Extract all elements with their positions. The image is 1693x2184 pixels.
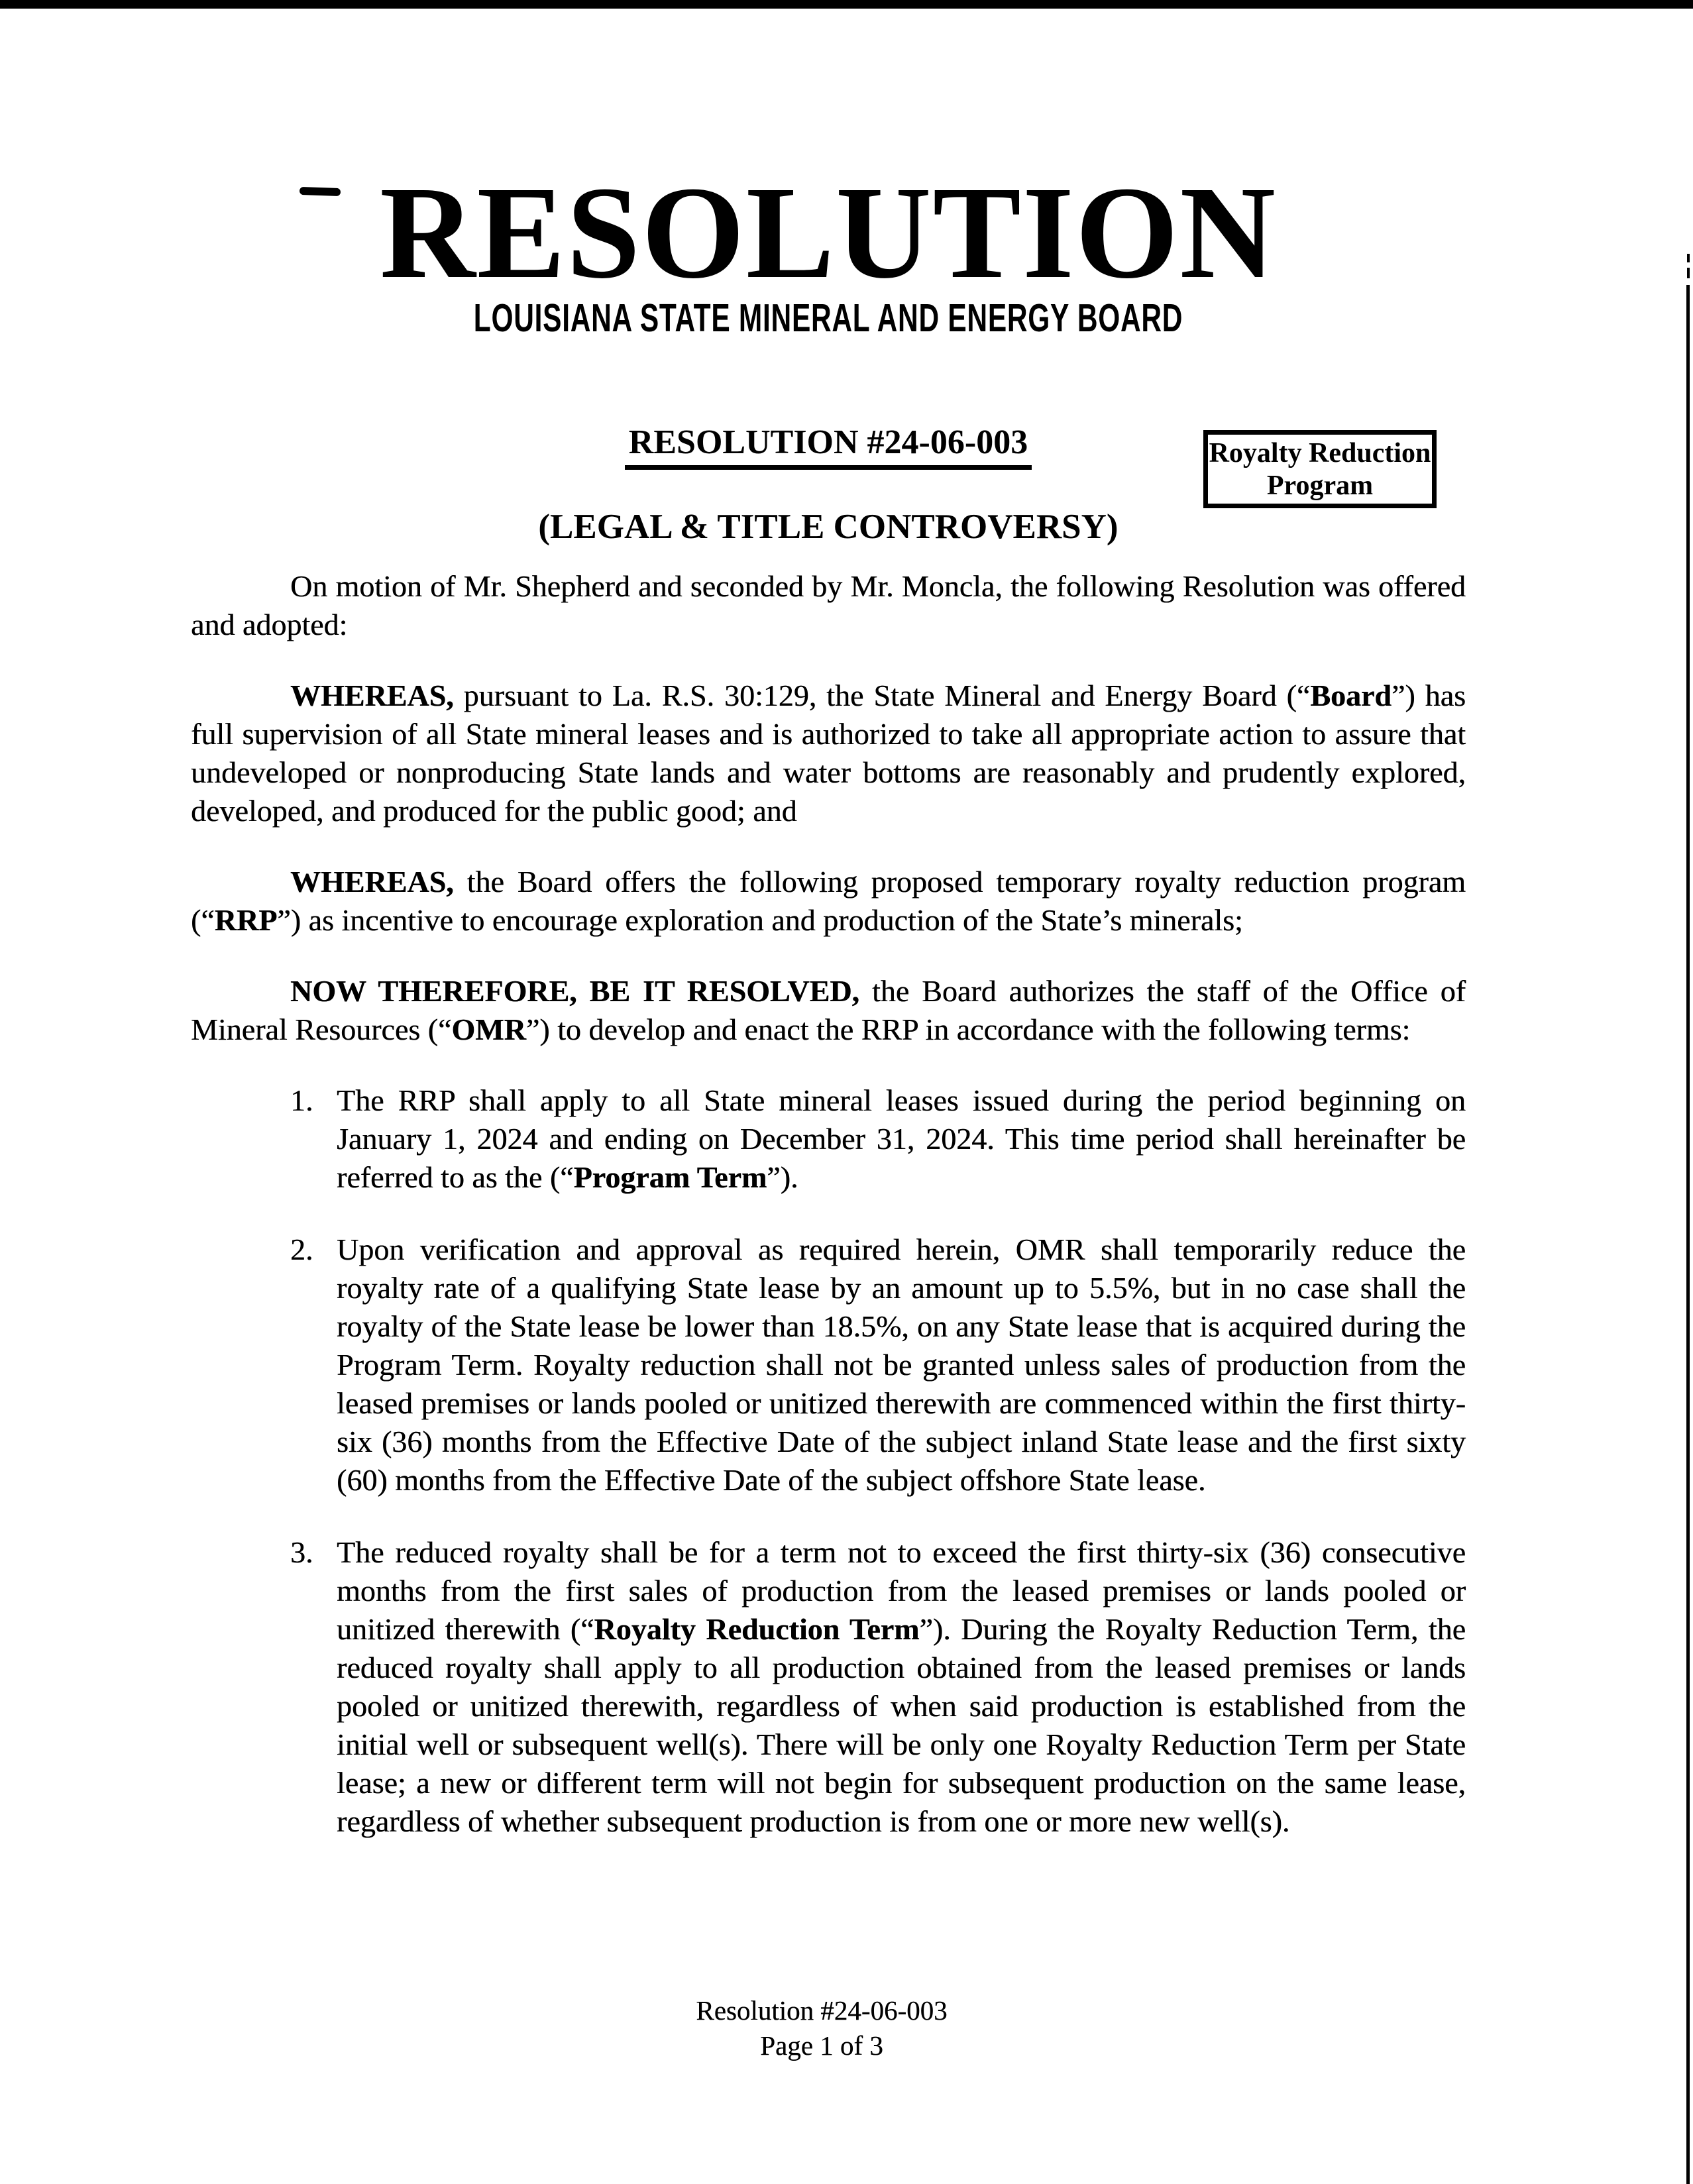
list-item-text: ”). [767,1160,798,1194]
paragraph-text: WHEREAS, [290,865,454,899]
footer-resolution-number: Resolution #24-06-003 [696,1995,948,2026]
paragraph-text: the Board authorizes the staff of the Office of Mineral Resources (“ [191,974,1466,1046]
paragraph-text: Board [1310,679,1392,712]
list-item-1 [290,1081,1466,1197]
royalty-reduction-program-stamp-box [1203,430,1437,508]
list-item-number: 3. [290,1535,313,1569]
stamp-line-1: Royalty Reduction [1209,438,1431,468]
document-subheading: (LEGAL & TITLE CONTROVERSY) [538,508,1119,546]
list-item-2 [290,1230,1466,1500]
paragraph-text: ”) as incentive to encourage exploration and production of the State’s minerals; [277,903,1243,937]
list-item-text: The reduced royalty shall be for a term not to exceed the first thirty-six (36) consecutive months from the first sales of production from the leased premises or lands pooled or unitized therewith (“ [337,1535,1466,1646]
list-item-text: Upon verification and approval as required herein, OMR shall temporarily reduce the royalty rate of a qualifying State lease by an amount up to 5.5%, but in no case shall the royalty of the State lease be lower than 18.5%, on any State lease that is acquired during the Program Term. Royalty reduction shall not be granted unless sales of production from the leased premises or lands pooled or unitized therewith are commenced within the first thirty-six (36) months from the Effective Date of the subject inland State lease and the first sixty (60) months from the Effective Date of the subject offshore State lease. [337,1232,1466,1497]
list-item-number: 1. [290,1083,313,1117]
paragraph-text: ”) has full supervision of all State mineral leases and is authorized to take all appropriate action to assure that undeveloped or nonproducing State lands and water bottoms are reasonably and prudently explored, developed, and produced for the public good; and [191,679,1466,828]
paragraph-text: the Board offers the following proposed temporary royalty reduction program (“ [191,865,1466,937]
paragraph-text: On motion of Mr. Shepherd and seconded by Mr. Moncla, the following Resolution was offered and adopted: [191,569,1466,641]
document-subtitle: LOUISIANA STATE MINERAL AND ENERGY BOARD [473,296,1183,340]
paragraph-on-motion [191,567,1466,644]
list-item-text: Program Term [573,1160,767,1194]
list-item-3 [290,1533,1466,1841]
page-footer [191,1993,1452,2063]
stamp-text [1208,435,1432,502]
paragraph-text: pursuant to La. R.S. 30:129, the State Mineral and Energy Board (“ [453,679,1311,712]
document-body [191,567,1466,1841]
list-item-text: Royalty Reduction Term [594,1612,920,1646]
list-item-text: ”). During the Royalty Reduction Term, the reduced royalty shall apply to all production obtained from the leased premises or lands pooled or unitized therewith, regardless of when said production is established from the initial well or subsequent well(s). There will be only one Royalty Reduction Term per State lease; a new or different term will not begin for subsequent production on the same lease, regardless of whether subsequent production is from one or more new well(s). [337,1612,1466,1838]
scan-artifact-right-dash [1687,254,1690,262]
paragraph-whereas-1 [191,677,1466,830]
document-title: RESOLUTION [380,160,1277,306]
list-item-number: 2. [290,1232,313,1266]
scan-artifact-top-edge [0,0,1693,9]
paragraph-text: ”) to develop and enact the RRP in accordance with the following terms: [525,1012,1411,1046]
stamp-line-2: Program [1266,470,1374,501]
paragraph-now-therefore [191,972,1466,1049]
paragraph-text: OMR [451,1012,526,1046]
paragraph-text: WHEREAS, [290,679,454,712]
numbered-list [191,1081,1466,1841]
resolution-number-heading: RESOLUTION #24-06-003 [625,423,1032,470]
scan-artifact-right-edge [1686,285,1690,2184]
footer-page-number: Page 1 of 3 [760,2030,883,2061]
scan-artifact-right-dash [1687,268,1690,278]
list-item-text: The RRP shall apply to all State mineral leases issued during the period beginning on January 1, 2024 and ending on December 31, 2024. This time period shall hereinafter be referred to as the (“ [337,1083,1466,1194]
paragraph-text: RRP [214,903,278,937]
paragraph-text: NOW THEREFORE, BE IT RESOLVED, [290,974,860,1008]
paragraph-whereas-2 [191,863,1466,940]
